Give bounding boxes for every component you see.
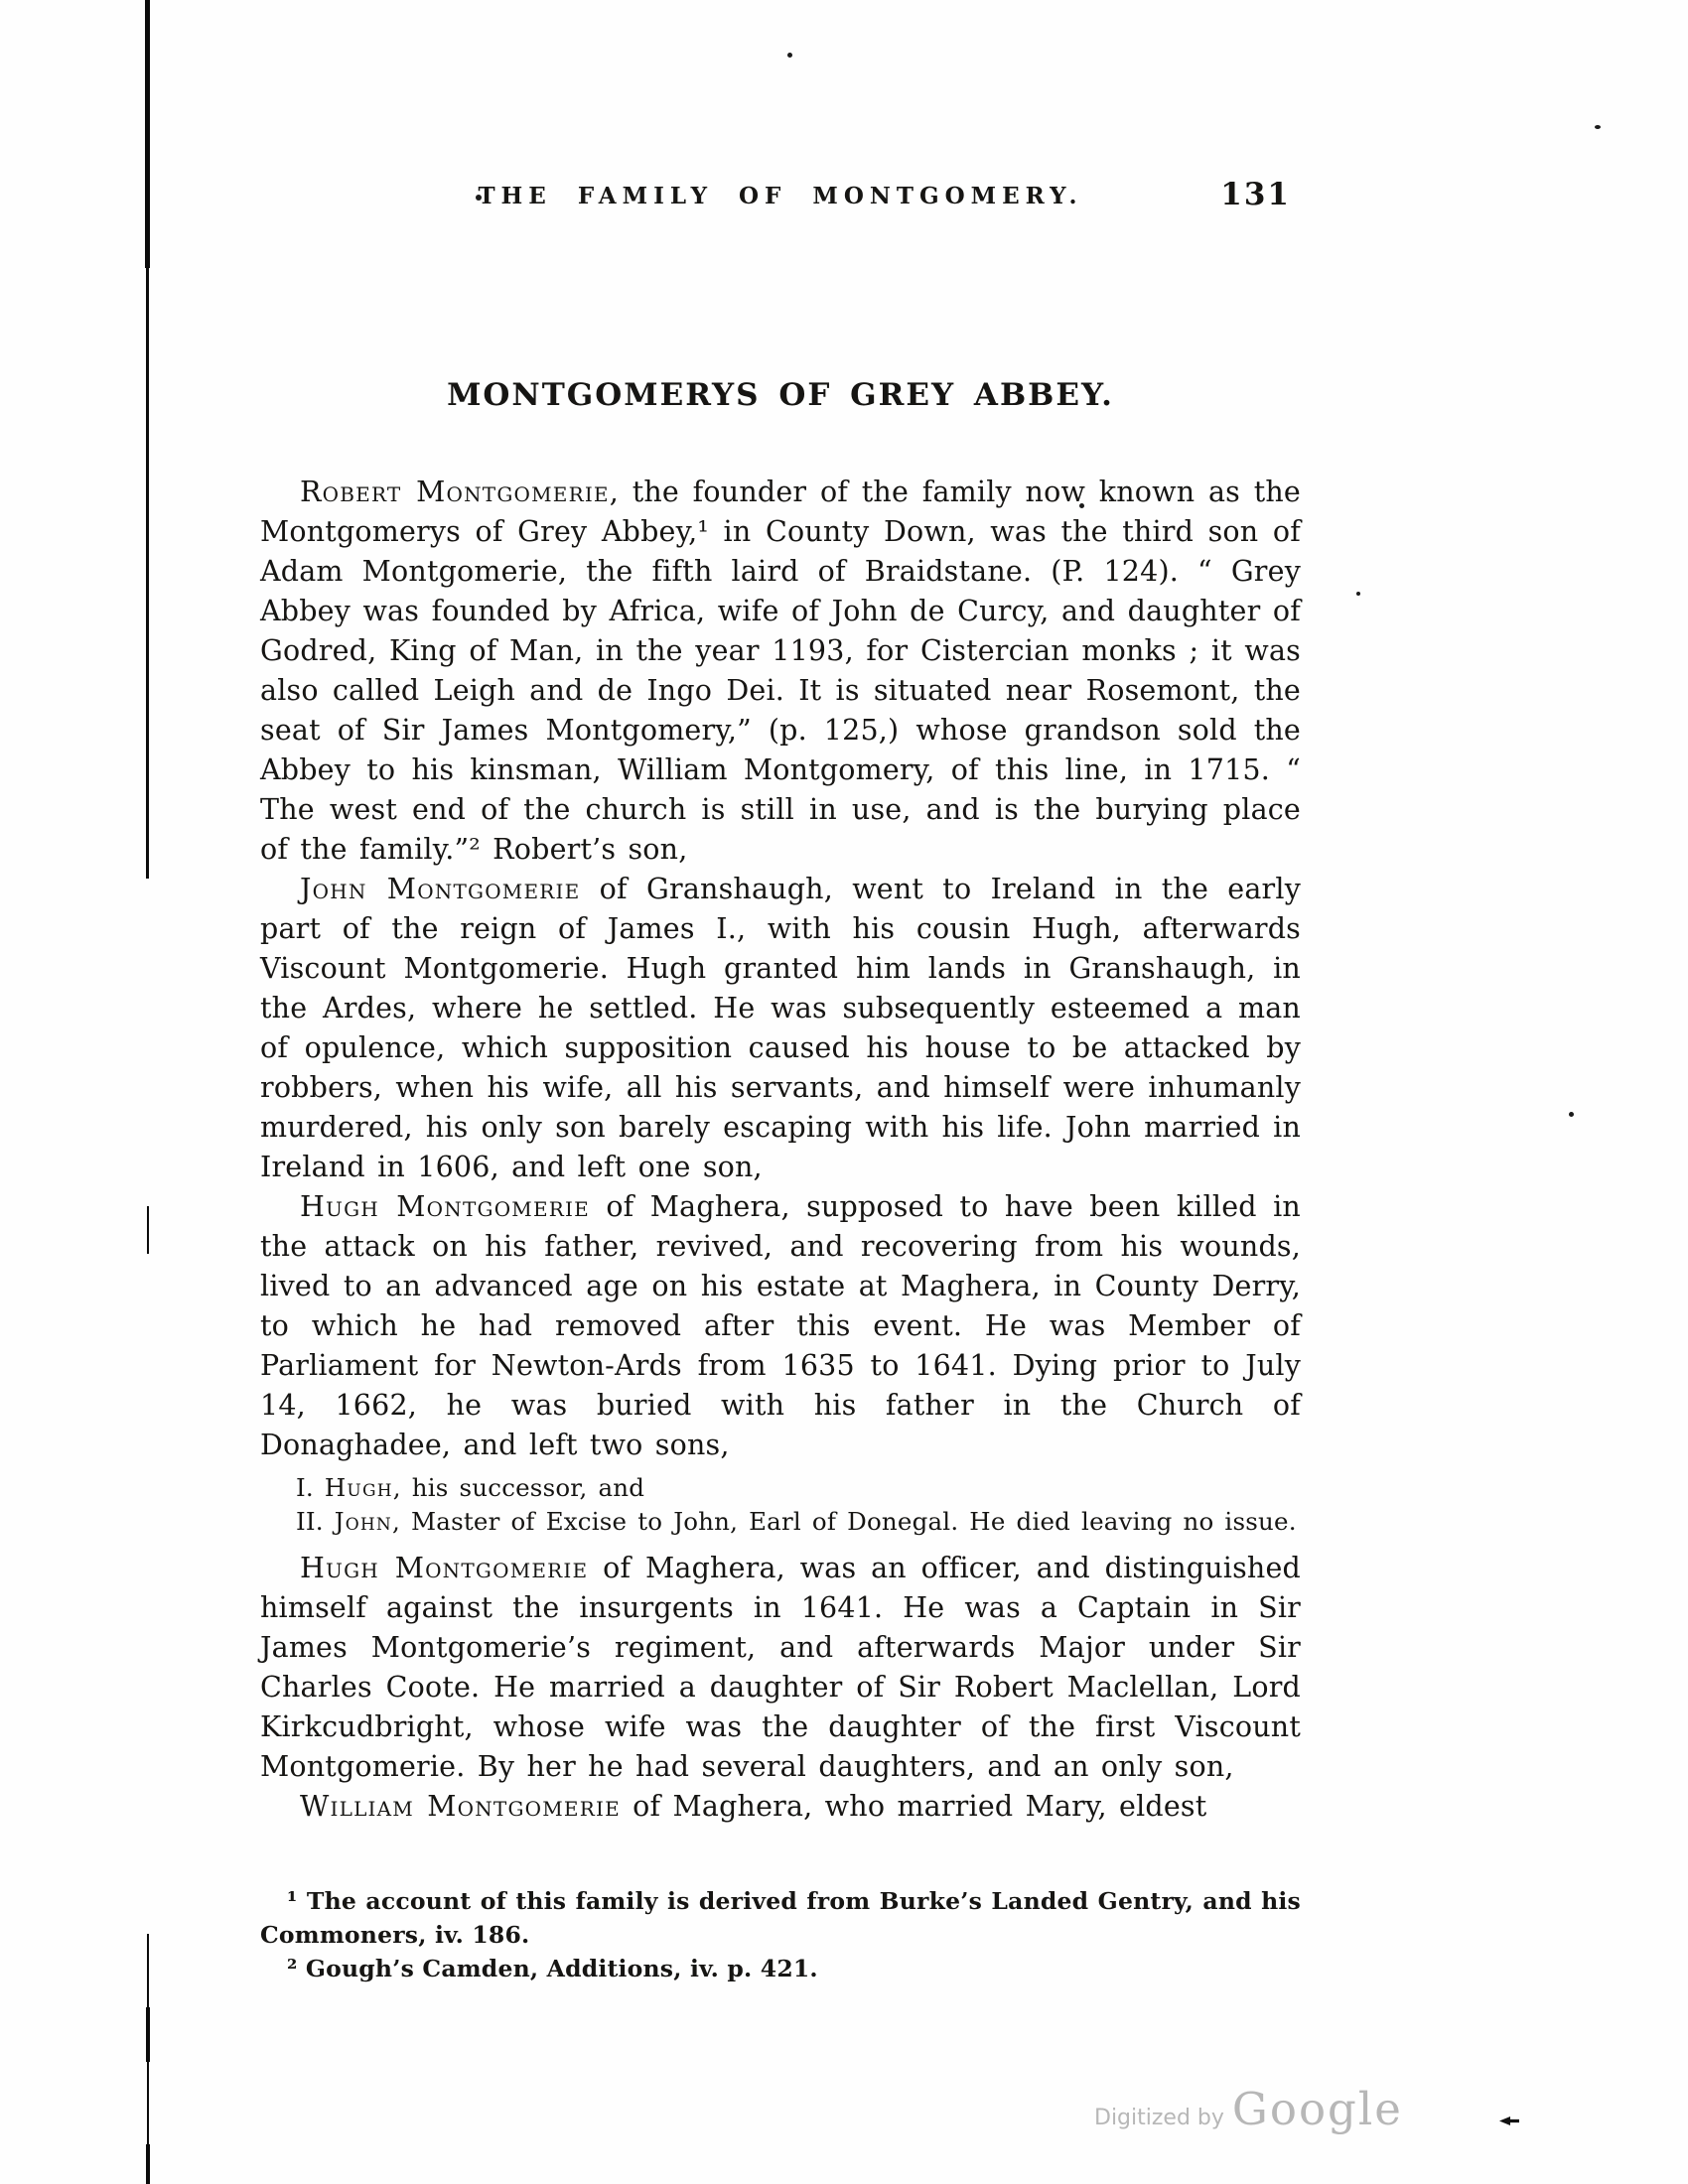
gutter-line-lower-thick — [146, 2007, 150, 2062]
list-item: I. Hugh, his successor, and — [296, 1473, 645, 1502]
scan-speck — [1569, 1112, 1574, 1117]
gutter-line-top — [145, 0, 150, 268]
footnote: ¹ The account of this family is derived from Burke’s Landed Gentry, and his Commoners, iv. 186. — [260, 1887, 1301, 1949]
gutter-line-upper — [146, 263, 149, 879]
paragraph-john: John Montgomerie of Granshaugh, went to Ireland in the early part of the reign of James I., with his cousin Hugh, afterwards Viscount Montgomerie. Hugh granted him lands in Granshaugh, in the Ardes, where he settled. He was subsequently esteemed a man of opulence, which supposition caused his house to be attacked by robbers, when his wife, all his servants, and himself were inhumanly murdered, his only son barely escaping with his life. John married in Ireland in 1606, and left one son, — [260, 873, 1301, 1183]
footnotes — [260, 1884, 1301, 1985]
digitized-watermark — [1094, 2083, 1403, 2135]
paragraph-robert: Robert Montgomerie, the founder of the family now known as the Montgomerys of Grey Abbey,¹ in County Down, was the third son of Adam Montgomerie, the fifth laird of Braidstane. (P. 124). “ Grey Abbey was founded by Africa, wife of John de Curcy, and daughter of Godred, King of Man, in the year 1193, for Cistercian monks ; it was also called Leigh and de Ingo Dei. It is situated near Rosemont, the seat of Sir James Montgomery,” (p. 125,) whose grandson sold the Abbey to his kinsman, William Montgomery, of this line, in 1715. “ The west end of the church is still in use, and is the burying place of the family.”² Robert’s son, — [260, 476, 1301, 866]
watermark-prefix: Digitized by — [1094, 2106, 1224, 2130]
body-text — [260, 473, 1301, 1827]
scan-speck — [787, 53, 792, 58]
running-title: THE FAMILY OF MONTGOMERY. — [478, 183, 1083, 209]
gutter-line-dash — [147, 1206, 149, 1254]
scan-arrow-mark — [1499, 2116, 1519, 2125]
gutter-line-bottom-thick — [146, 2144, 150, 2184]
paragraph-hugh-officer: Hugh Montgomerie of Maghera, was an officer, and distinguished himself against the insurgents in 1641. He was a Captain in Sir James Montgomerie’s regiment, and afterwards Major under Sir Charles Coote. He married a daughter of Sir Robert Maclellan, Lord Kirkcudbright, whose wife was the daughter of the first Viscount Montgomerie. By her he had several daughters, and an only son, — [260, 1552, 1301, 1783]
section-title: MONTGOMERYS OF GREY ABBEY. — [447, 377, 1114, 413]
list-item: II. John, Master of Excise to John, Earl of Donegal. He died leaving no issue. — [296, 1507, 1297, 1536]
footnote: ² Gough’s Camden, Additions, iv. p. 421. — [287, 1955, 818, 1982]
page-header — [260, 177, 1301, 222]
scan-speck — [1595, 125, 1601, 129]
scan-speck — [1356, 592, 1360, 596]
google-logo: Google — [1231, 2083, 1403, 2135]
page-number: 131 — [1220, 177, 1291, 212]
paragraph-william: William Montgomerie of Maghera, who married Mary, eldest — [300, 1790, 1207, 1823]
paragraph-hugh-maghera: Hugh Montgomerie of Maghera, supposed to have been killed in the attack on his father, revived, and recovering from his wounds, lived to an advanced age on his estate at Maghera, in County Derry, to which he had removed after this event. He was Member of Parliament for Newton-Ards from 1635 to 1641. Dying prior to July 14, 1662, he was buried with his father in the Church of Donaghadee, and left two sons, — [260, 1190, 1301, 1461]
sons-list — [296, 1471, 1301, 1539]
